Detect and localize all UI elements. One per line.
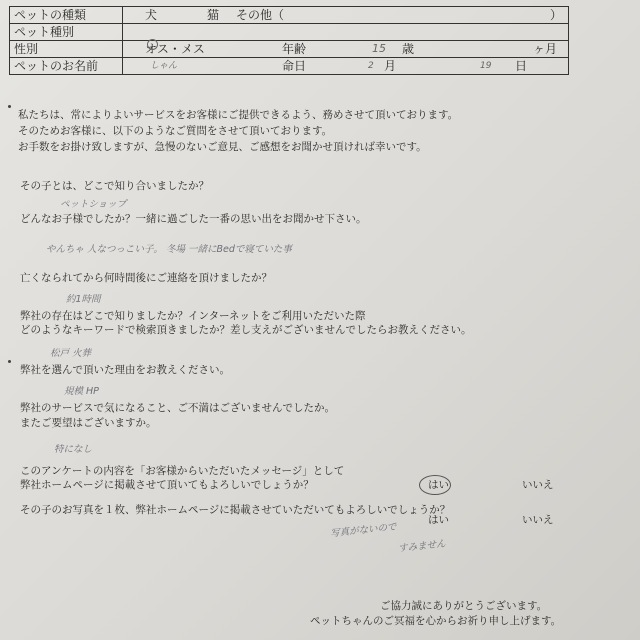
answer-keywords: 松戸 火葬 bbox=[50, 348, 92, 359]
death-month-value: 2 bbox=[368, 61, 374, 71]
answer-memories: やんちゃ 人なつっこい子。 冬場 一緒にBedで寝ていた事 bbox=[46, 244, 292, 255]
question-contact-time: 亡くなられてから何時間後にご連絡を頂けましたか？ bbox=[20, 272, 272, 284]
margin-mark bbox=[8, 360, 11, 363]
pet-type-row bbox=[10, 7, 568, 24]
pet-breed-row bbox=[10, 24, 568, 41]
name-date-row bbox=[10, 58, 568, 74]
death-date-label: 命日 bbox=[282, 59, 307, 73]
pet-info-table bbox=[9, 6, 569, 75]
option-other-close: ） bbox=[550, 8, 563, 22]
intro-line-3: お手数をお掛け致しますが、急慢のないご意見、ご感想をお聞かせ頂ければ幸いです。 bbox=[18, 141, 427, 153]
answer-contact-time: 約1時間 bbox=[66, 294, 101, 305]
publish-message-yes: はい bbox=[428, 479, 449, 491]
margin-mark bbox=[8, 105, 11, 108]
question-keywords: どのようなキーワードで検索頂きましたか？差し支えがございませんでしたらお教えください。 bbox=[20, 324, 472, 336]
question-meet: その子とは、どこで知り合いましたか？ bbox=[20, 180, 209, 192]
pet-name-value: しゃん bbox=[150, 61, 178, 71]
question-publish-message-1: このアンケートの内容を「お客様からいただいたメッセージ」として bbox=[20, 465, 345, 477]
option-other: その他（ bbox=[236, 8, 285, 22]
sex-options: オス・メス bbox=[145, 42, 205, 56]
sex-age-row bbox=[10, 41, 568, 58]
months-unit: ヶ月 bbox=[533, 42, 558, 56]
pet-breed-label: ペット種別 bbox=[10, 24, 123, 40]
publish-photo-yes: はい bbox=[428, 514, 449, 526]
intro-line-2: そのためお客様に、以下のようなご質問をさせて頂いております。 bbox=[18, 125, 333, 137]
sex-circle-mark bbox=[147, 39, 158, 50]
question-reason: 弊社を選んで頂いた理由をお教えください。 bbox=[20, 364, 230, 376]
answer-photo-1: 写真がないので bbox=[329, 521, 398, 540]
answer-photo-2: すみません bbox=[397, 538, 447, 555]
death-day-value: 19 bbox=[480, 61, 492, 71]
publish-message-no: いいえ bbox=[522, 479, 554, 491]
question-publish-photo: その子のお写真を１枚、弊社ホームページに掲載させていただいてもよろしいでしょうか？ bbox=[20, 504, 451, 516]
closing-condolence: ペットちゃんのご冥福を心からお祈り申し上げます。 bbox=[310, 615, 562, 627]
age-label: 年齢 bbox=[282, 42, 307, 56]
sex-label: 性別 bbox=[10, 41, 123, 57]
question-memories: どんなお子様でしたか？一緒に過ごした一番の思い出をお聞かせ下さい。 bbox=[20, 213, 367, 225]
day-unit: 日 bbox=[515, 59, 528, 73]
closing-thanks: ご協力誠にありがとうございます。 bbox=[380, 600, 548, 612]
question-concerns: 弊社のサービスで気になること、ご不満はございませんでしたか。 bbox=[20, 402, 335, 414]
pet-name-label: ペットのお名前 bbox=[10, 58, 123, 74]
question-how-found: 弊社の存在はどこで知りましたか？インターネットをご利用いただいた際 bbox=[20, 310, 366, 322]
yes-circle-mark bbox=[419, 475, 451, 495]
question-requests: またご要望はございますか。 bbox=[20, 417, 157, 429]
answer-concerns: 特になし bbox=[54, 444, 93, 455]
years-unit: 歳 bbox=[402, 42, 415, 56]
answer-meet: ペットショップ bbox=[60, 199, 127, 210]
intro-line-1: 私たちは、常によりよいサービスをお客様にご提供できるよう、務めさせて頂いております。 bbox=[18, 109, 459, 121]
option-dog: 犬 bbox=[145, 8, 158, 22]
answer-reason: 規模 HP bbox=[64, 386, 99, 397]
age-value: 15 bbox=[372, 42, 386, 55]
month-unit: 月 bbox=[384, 59, 397, 73]
option-cat: 猫 bbox=[207, 8, 220, 22]
question-publish-message-2: 弊社ホームページに掲載させて頂いてもよろしいでしょうか？ bbox=[20, 479, 314, 491]
pet-type-label: ペットの種類 bbox=[10, 7, 123, 23]
publish-photo-no: いいえ bbox=[522, 514, 554, 526]
